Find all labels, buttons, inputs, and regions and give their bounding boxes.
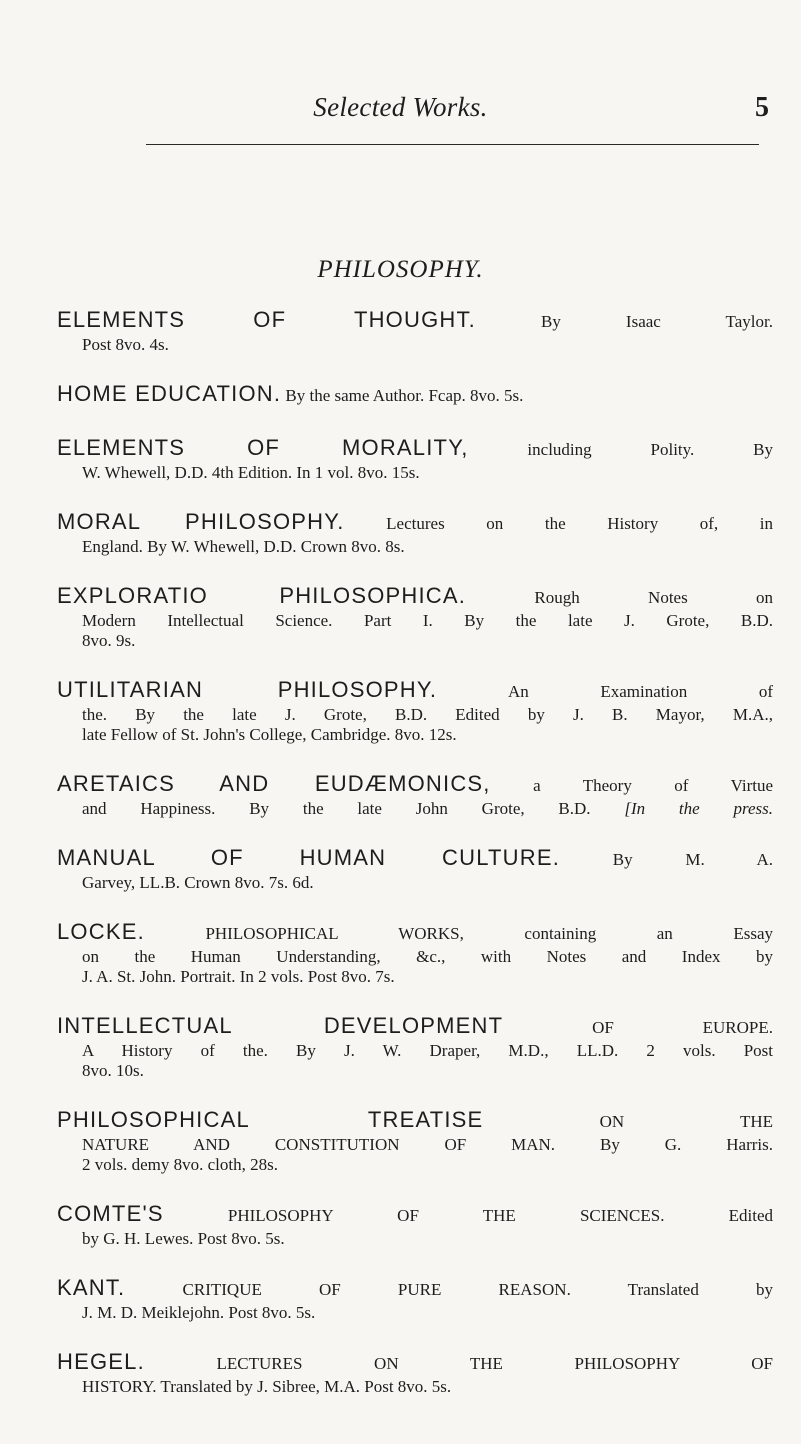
entry-detail-text: 2 vols. demy 8vo. cloth, 28s. [82, 1155, 278, 1174]
entry-heading: COMTE'S [57, 1201, 164, 1226]
entry-first-line [57, 307, 773, 335]
catalogue-entry [57, 435, 773, 483]
entry-first-line [57, 845, 773, 873]
entry-detail-line [57, 537, 773, 557]
catalogue-entry [57, 583, 773, 651]
entry-detail-text: England. By W. Whewell, D.D. Crown 8vo. 8s. [82, 537, 405, 556]
entry-heading-rest: CRITIQUE OF PURE REASON. Translated by [182, 1280, 773, 1299]
entry-detail-text: J. A. St. John. Portrait. In 2 vols. Post 8vo. 7s. [82, 967, 395, 986]
entry-heading: LOCKE. [57, 919, 145, 944]
entry-detail-line [57, 1155, 773, 1175]
entry-heading: EXPLORATIO PHILOSOPHICA. [57, 583, 467, 608]
entry-detail-text: W. Whewell, D.D. 4th Edition. In 1 vol. 8vo. 15s. [82, 463, 420, 482]
header-rule [146, 144, 759, 145]
entry-heading-rest: An Examination of [507, 682, 774, 701]
entry-detail-text: by G. H. Lewes. Post 8vo. 5s. [82, 1229, 285, 1248]
catalogue-entry [57, 771, 773, 819]
entry-heading-rest: By the same Author. Fcap. 8vo. 5s. [285, 386, 524, 405]
entry-heading: HEGEL. [57, 1349, 145, 1374]
entry-heading-rest: By M. A. [612, 850, 774, 869]
entry-detail-text: 8vo. 10s. [82, 1061, 144, 1080]
entry-heading-rest: LECTURES ON THE PHILOSOPHY OF [216, 1354, 773, 1373]
entry-detail-line [57, 1041, 773, 1061]
entry-heading-rest: a Theory of Virtue [533, 776, 773, 795]
entry-first-line [57, 1201, 773, 1229]
entry-detail-line [57, 1377, 773, 1397]
running-head-title: Selected Works. [313, 92, 488, 122]
catalogue-entry [57, 381, 773, 409]
catalogue-entries [57, 307, 773, 1423]
entry-detail-line [57, 873, 773, 893]
entry-heading: INTELLECTUAL DEVELOPMENT [57, 1013, 504, 1038]
entry-heading: ELEMENTS OF MORALITY, [57, 435, 469, 460]
entry-press-note: [In the press. [624, 799, 774, 818]
entry-detail-line [57, 611, 773, 631]
entry-first-line [57, 677, 773, 705]
entry-heading: HOME EDUCATION. [57, 381, 282, 406]
entry-first-line [57, 435, 773, 463]
catalogue-entry [57, 1349, 773, 1397]
entry-first-line [57, 1275, 773, 1303]
entry-heading-rest: Rough Notes on [534, 588, 774, 607]
catalogue-entry [57, 1275, 773, 1323]
entry-first-line [57, 381, 773, 409]
catalogue-entry [57, 677, 773, 745]
entry-heading: MANUAL OF HUMAN CULTURE. [57, 845, 561, 870]
entry-heading-rest: PHILOSOPHY OF THE SCIENCES. Edited [227, 1206, 774, 1225]
entry-detail-text: on the Human Understanding, &c., with Notes and Index by [82, 947, 773, 966]
catalogue-entry [57, 1201, 773, 1249]
entry-detail-text: and Happiness. By the late John Grote, B.D. [82, 799, 591, 818]
catalogue-entry [57, 845, 773, 893]
entry-heading: ARETAICS AND EUDÆMONICS, [57, 771, 491, 796]
entry-heading-rest: Lectures on the History of, in [386, 514, 773, 533]
entry-first-line [57, 771, 773, 799]
entry-detail-line [57, 1229, 773, 1249]
entry-detail-line [57, 1135, 773, 1155]
running-head [0, 92, 801, 132]
catalogue-entry [57, 919, 773, 987]
entry-heading: UTILITARIAN PHILOSOPHY. [57, 677, 438, 702]
entry-first-line [57, 1349, 773, 1377]
entry-first-line [57, 509, 773, 537]
entry-detail-line [57, 463, 773, 483]
entry-first-line [57, 919, 773, 947]
entry-detail-text: Modern Intellectual Science. Part I. By the late J. Grote, B.D. [82, 611, 773, 630]
entry-heading: PHILOSOPHICAL TREATISE [57, 1107, 484, 1132]
entry-heading: MORAL PHILOSOPHY. [57, 509, 345, 534]
entry-heading-rest: By Isaac Taylor. [541, 312, 773, 331]
entry-detail-text: the. By the late J. Grote, B.D. Edited by J. B. Mayor, M.A., [82, 705, 773, 724]
entry-first-line [57, 1013, 773, 1041]
entry-detail-text: Garvey, LL.B. Crown 8vo. 7s. 6d. [82, 873, 314, 892]
entry-heading-rest: ON THE [599, 1112, 773, 1131]
catalogue-entry [57, 1107, 773, 1175]
catalogue-entry [57, 307, 773, 355]
section-title: PHILOSOPHY. [317, 256, 484, 283]
entry-detail-text: late Fellow of St. John's College, Cambridge. 8vo. 12s. [82, 725, 457, 744]
entry-detail-text: HISTORY. Translated by J. Sibree, M.A. Post 8vo. 5s. [82, 1377, 452, 1396]
entry-detail-text: 8vo. 9s. [82, 631, 136, 650]
entry-detail-line [57, 1303, 773, 1323]
entry-heading-rest: OF EUROPE. [592, 1018, 774, 1037]
entry-first-line [57, 583, 773, 611]
catalogue-entry [57, 1013, 773, 1081]
entry-heading: ELEMENTS OF THOUGHT. [57, 307, 476, 332]
entry-first-line [57, 1107, 773, 1135]
entry-heading-rest: PHILOSOPHICAL WORKS, containing an Essay [205, 924, 773, 943]
entry-detail-line [57, 947, 773, 967]
entry-detail-text: Post 8vo. 4s. [82, 335, 169, 354]
entry-detail-line [57, 1061, 773, 1081]
entry-detail-line [57, 631, 773, 651]
entry-detail-line [57, 725, 773, 745]
entry-detail-line [57, 967, 773, 987]
entry-detail-text: J. M. D. Meiklejohn. Post 8vo. 5s. [82, 1303, 316, 1322]
entry-heading-rest: including Polity. By [527, 440, 773, 459]
entry-detail-text: A History of the. By J. W. Draper, M.D., LL.D. 2 vols. Post [82, 1041, 773, 1060]
entry-detail-line [57, 335, 773, 355]
catalogue-entry [57, 509, 773, 557]
entry-detail-line [57, 705, 773, 725]
entry-detail-line [57, 799, 773, 819]
entry-detail-text: NATURE AND CONSTITUTION OF MAN. By G. Harris. [82, 1135, 773, 1154]
entry-heading: KANT. [57, 1275, 126, 1300]
page-number: 5 [755, 92, 769, 123]
